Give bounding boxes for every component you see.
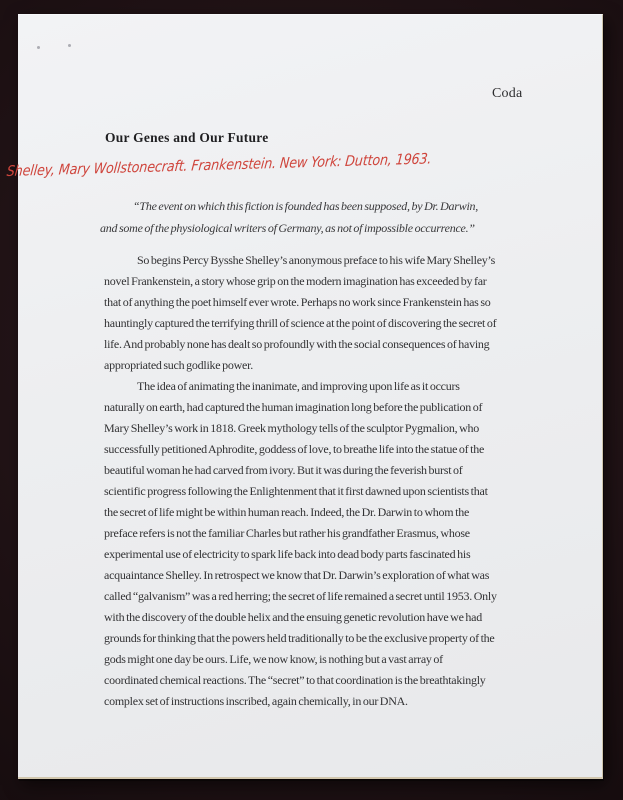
- text-line: naturally on earth, had captured the human imagination long before the publication of: [104, 400, 483, 414]
- body-text: [104, 250, 574, 712]
- text-line: So begins Percy Bysshe Shelley’s anonymous preface to his wife Mary Shelley’s: [137, 253, 496, 267]
- text-line: that of anything the poet himself ever wrote. Perhaps no work since Frankenstein has so: [104, 295, 491, 309]
- paragraph-1: [104, 250, 574, 376]
- page-title: Our Genes and Our Future: [105, 130, 269, 145]
- document-page: [6, 14, 603, 779]
- text-line: novel Frankenstein, a story whose grip on the modern imagination has exceeded by far: [104, 274, 487, 288]
- text-line: with the discovery of the double helix and the ensuing genetic revolution have we had: [104, 610, 482, 624]
- text-line: grounds for thinking that the powers held traditionally to be the exclusive property of the: [104, 631, 495, 645]
- pencil-dot-left: [37, 46, 40, 49]
- text-line: acquaintance Shelley. In retrospect we know that Dr. Darwin’s exploration of what was: [104, 568, 490, 582]
- text-line: “The event on which this fiction is founded has been supposed, by Dr. Darwin,: [133, 199, 479, 213]
- text-line: preface refers is not the familiar Charles but rather his grandfather Erasmus, whose: [104, 526, 470, 540]
- text-line: life. And probably none has dealt so profoundly with the social consequences of having: [104, 337, 490, 351]
- epigraph-quote: [100, 195, 570, 239]
- text-line: hauntingly captured the terrifying thrill of science at the point of discovering the secret of: [104, 316, 497, 330]
- text-line: gods might one day be ours. Life, we now know, is nothing but a vast array of: [104, 652, 443, 666]
- pencil-dot-right: [68, 44, 71, 47]
- text-line: beautiful woman he had carved from ivory. But it was during the feverish burst of: [104, 463, 463, 477]
- text-line: experimental use of electricity to spark life back into dead body parts fascinated his: [104, 547, 471, 561]
- text-line: complex set of instructions inscribed, again chemically, in our DNA.: [104, 694, 408, 708]
- text-line: called “galvanism” was a red herring; the secret of life remained a secret until 1953. Only: [104, 589, 497, 603]
- text-line: successfully petitioned Aphrodite, goddess of love, to breathe life into the statue of the: [104, 442, 485, 456]
- text-line: The idea of animating the inanimate, and improving upon life as it occurs: [137, 379, 460, 393]
- text-line: Mary Shelley’s work in 1818. Greek mythology tells of the sculptor Pygmalion, who: [104, 421, 480, 435]
- text-line: scientific progress following the Enlightenment that it first dawned upon scientists that: [104, 484, 488, 498]
- text-line: the secret of life might be within human reach. Indeed, the Dr. Darwin to whom the: [104, 505, 470, 519]
- handwritten-citation: Shelley, Mary Wollstonecraft. Frankenstein. New York: Dutton, 1963.: [6, 151, 433, 180]
- text-line: and some of the physiological writers of Germany, as not of impossible occurrence.”: [100, 221, 475, 235]
- paragraph-2: [104, 376, 574, 712]
- text-line: coordinated chemical reactions. The “secret” to that coordination is the breathtakingly: [104, 673, 486, 687]
- text-line: appropriated such godlike power.: [104, 358, 253, 372]
- page-corner-label: Coda: [492, 86, 523, 101]
